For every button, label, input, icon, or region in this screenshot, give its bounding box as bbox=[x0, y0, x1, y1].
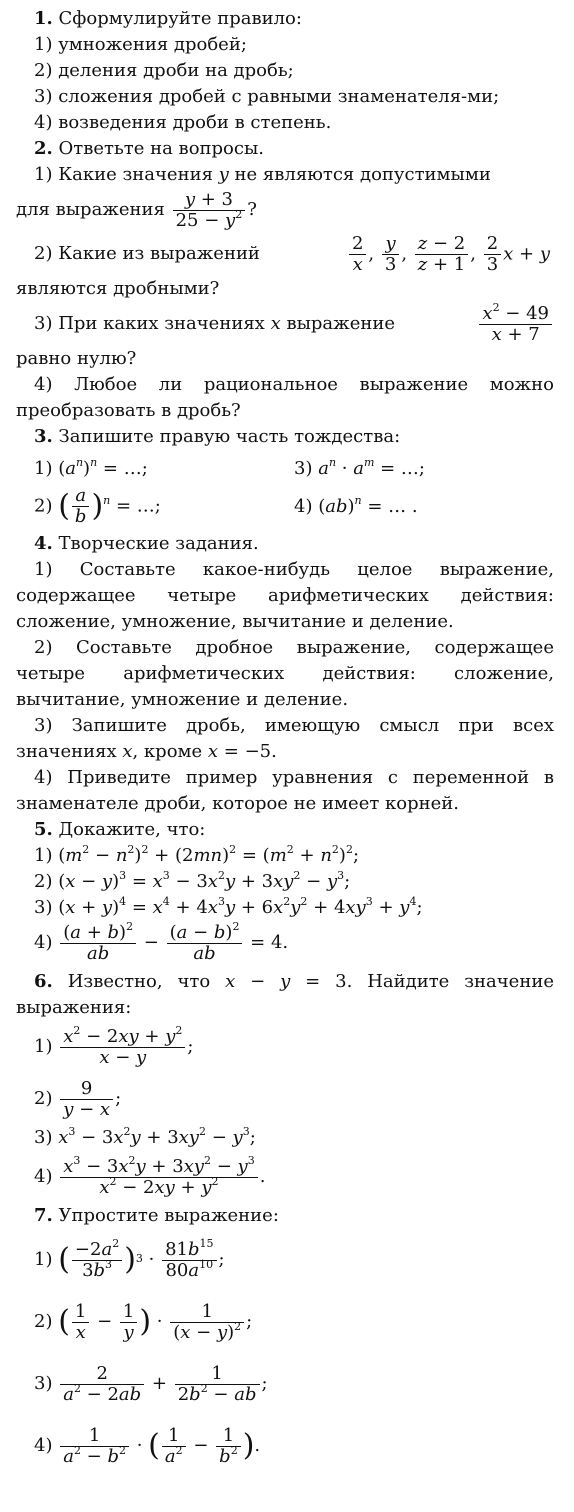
task-2-q3-line1: 3) При каких значениях x выражение $\frac{x^2 - 49}{x + 7}$ bbox=[16, 302, 554, 346]
task-2-q1-line2: для выражения $\frac{y + 3}{25 - y^2}$ ? bbox=[16, 188, 257, 231]
task-4-heading: 4. Творческие задания. bbox=[34, 533, 259, 554]
task-5-item-1: 1) $(m^2 - n^2)^2 + (2mn)^2 = (m^2 + n^2)^2$; bbox=[34, 843, 360, 866]
task-2-q3-line2: равно нулю? bbox=[16, 348, 137, 369]
task-3-row2: 2) ( $\frac{a}{b}$ )$^n$ = …; 4) (ab)$^n$ = … . bbox=[34, 485, 418, 527]
task-7-item-3: 3) $\frac{2}{a^2 - 2ab}$ + $\frac{1}{2b^2 - ab}$ ; bbox=[34, 1362, 268, 1405]
task-5-item-4: 4) $\frac{(a + b)^2}{ab}$ − $\frac{(a - b)^2}{ab}$ = 4. bbox=[34, 919, 289, 964]
task-5-item-2: 2) $(x - y)^3 = x^3 - 3x^2y + 3xy^2 - y^3$; bbox=[34, 869, 351, 892]
task-6-item-4: 4) $\frac{x^3 - 3x^2y + 3xy^2 - y^3}{x^2 - 2xy + y^2}$ . bbox=[34, 1153, 266, 1198]
task-7-item-1: 1) ( $\frac{-2a^2}{3b^3}$ ) $^3$ · $\frac{81b^{15}}{80a^{10}}$ ; bbox=[34, 1236, 225, 1281]
task-2-heading: 2. Ответьте на вопросы. bbox=[34, 138, 265, 159]
task-1-item-1: 1) умножения дробей; bbox=[34, 34, 247, 55]
task-1-item-4: 4) возведения дроби в степень. bbox=[34, 112, 332, 133]
task-4-item-4: 4) Приведите пример уравнения с переменной в знаменателе дроби, которое не имеет корней. bbox=[16, 767, 554, 814]
task-6-item-3: 3) $x^3 - 3x^2y + 3xy^2 - y^3$; bbox=[34, 1125, 256, 1148]
task-6-item-1: 1) $\frac{x^2 - 2xy + y^2}{x - y}$ ; bbox=[34, 1023, 194, 1068]
task-1-item-2: 2) деления дроби на дробь; bbox=[34, 60, 294, 81]
task-6-item-2: 2) $\frac{9}{y - x}$ ; bbox=[34, 1077, 122, 1120]
task-6-heading: 6. Известно, что x − y = 3. Найдите значение выражения: bbox=[16, 971, 554, 1018]
task-1-heading: 1. Сформулируйте правило: bbox=[34, 8, 302, 29]
task-4-item-3: 3) Запишите дробь, имеющую смысл при всех значениях x, кроме x = −5. bbox=[16, 715, 554, 762]
task-1-item-3: 3) сложения дробей с равными знаменателя-ми; bbox=[34, 86, 500, 107]
task-7-item-4: 4) $\frac{1}{a^2 - b^2}$ · ( $\frac{1}{a^2}$ − $\frac{1}{b^2}$ ) . bbox=[34, 1424, 261, 1467]
task-4-item-2: 2) Составьте дробное выражение, содержащее четыре арифметических действия: сложение, вычитание, умножение и деление. bbox=[16, 637, 554, 710]
task-3-heading: 3. Запишите правую часть тождества: bbox=[34, 426, 401, 447]
task-2-q2-line2: являются дробными? bbox=[16, 278, 220, 299]
fraction: $\frac{y + 3}{25 - y^2}$ bbox=[173, 190, 246, 231]
task-5-heading: 5. Докажите, что: bbox=[34, 819, 206, 840]
task-2-q4: 4) Любое ли рациональное выражение можно преобразовать в дробь? bbox=[16, 374, 554, 421]
task-4-item-1: 1) Составьте какое-нибудь целое выражение, содержащее четыре арифметических действия: сложение, умножение, вычитание и деление. bbox=[16, 559, 554, 632]
task-2-q2-line1: 2) Какие из выражений $\frac{2}{x}$ , $\frac{y}{3}$ , $\frac{z - 2}{z + 1}$ , $\frac{2}{3}$ x + y bbox=[34, 232, 550, 275]
task-5-item-3: 3) $(x + y)^4 = x^4 + 4x^3y + 6x^2y^2 + 4xy^3 + y^4$; bbox=[34, 895, 423, 918]
task-7-item-2: 2) ( $\frac{1}{x}$ − $\frac{1}{y}$ ) · $\frac{1}{(x - y)^2}$ ; bbox=[34, 1300, 253, 1343]
task-3-row1: 1) $(a^n)^n$ = …; 3) $a^n \cdot a^m$ = …; bbox=[34, 456, 425, 479]
task-2-q1-line1: 1) Какие значения y не являются допустимыми bbox=[34, 164, 491, 185]
task-7-heading: 7. Упростите выражение: bbox=[34, 1205, 279, 1226]
